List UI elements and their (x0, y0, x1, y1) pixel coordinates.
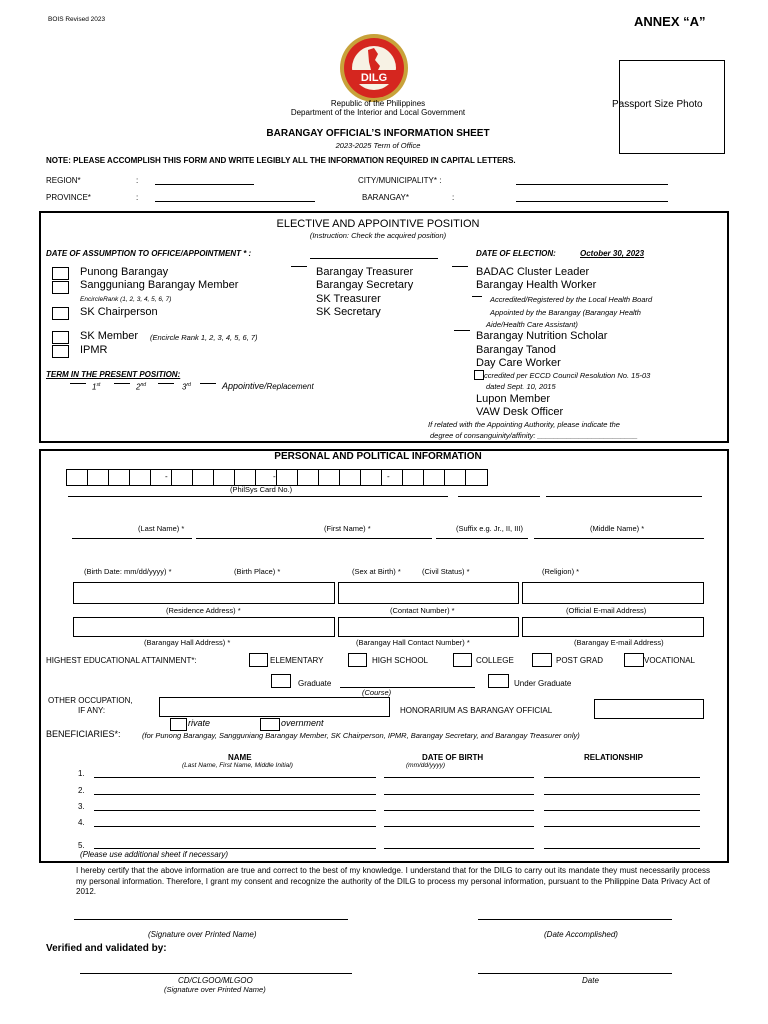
residence-field[interactable] (73, 617, 335, 637)
date-accomplished-label: (Date Accomplished) (544, 930, 618, 939)
ipmr-checkbox[interactable] (52, 345, 69, 358)
philsys-dash-2: - (273, 472, 276, 481)
province-label: PROVINCE* (46, 193, 91, 202)
sk-treasurer-label: SK Treasurer (316, 293, 381, 305)
barangay-field[interactable] (516, 201, 668, 202)
philsys-underline-2 (458, 496, 540, 497)
revision-label: BOIS Revised 2023 (48, 16, 106, 23)
verification-date-field[interactable] (478, 973, 672, 974)
honorarium-label: HONORARIUM AS BARANGAY OFFICIAL (400, 706, 553, 715)
philsys-label: (PhilSys Card No.) (230, 485, 293, 494)
under-graduate-label: Under Graduate (514, 679, 572, 688)
suffix-field[interactable] (436, 538, 528, 539)
beneficiary-2-dob[interactable] (384, 794, 534, 795)
sk-chairperson-label: SK Chairperson (80, 306, 158, 318)
beneficiary-row-number: 1. (78, 769, 85, 778)
term-2nd-check[interactable] (114, 383, 130, 384)
beneficiary-1-dob[interactable] (384, 777, 534, 778)
high-school-checkbox[interactable] (348, 653, 367, 667)
beneficiaries-label: BENEFICIARIES*: (46, 729, 121, 739)
col-dob-header: DATE OF BIRTH (422, 753, 484, 762)
health-accredited-note: Accredited/Registered by the Local Health Board (490, 295, 653, 304)
term-label: TERM IN THE PRESENT POSITION: (46, 370, 181, 379)
beneficiary-4-name[interactable] (94, 826, 376, 827)
sangguniang-label: Sangguniang Barangay Member (80, 279, 239, 291)
other-occupation-label-2: IF ANY: (78, 706, 106, 715)
vaw-label: VAW Desk Officer (476, 406, 564, 418)
additional-sheet-note: (Please use additional sheet if necessary) (80, 850, 229, 859)
college-label: COLLEGE (476, 656, 514, 665)
government-label: overnment (281, 718, 324, 728)
term-1st-check[interactable] (70, 383, 86, 384)
form-title: BARANGAY OFFICIAL’S INFORMATION SHEET (266, 128, 490, 139)
eccd-date-note: dated Sept. 10, 2015 (486, 382, 556, 391)
term-1st-label: 1st (92, 382, 101, 392)
vocational-label: VOCATIONAL (644, 656, 695, 665)
vocational-checkbox[interactable] (624, 653, 644, 667)
beneficiary-1-relationship[interactable] (544, 777, 700, 778)
position-instruction: (Instruction: Check the acquired position) (309, 231, 447, 240)
beneficiary-row-number: 5. (78, 841, 85, 850)
high-school-label: HIGH SCHOOL (372, 656, 429, 665)
health-accredited-check[interactable] (472, 296, 482, 297)
elementary-label: ELEMENTARY (270, 656, 324, 665)
nutrition-label: Barangay Nutrition Scholar (476, 330, 608, 342)
beneficiary-row-number: 4. (78, 818, 85, 827)
treasurer-label: Barangay Treasurer (316, 266, 414, 278)
province-colon: : (136, 193, 139, 202)
beneficiary-3-dob[interactable] (384, 810, 534, 811)
first-name-field[interactable] (196, 538, 432, 539)
tanod-label: Barangay Tanod (476, 344, 556, 356)
badac-check[interactable] (452, 266, 468, 267)
sk-secretary-label: SK Secretary (316, 306, 381, 318)
philsys-underline-3 (546, 496, 702, 497)
consanguinity-field[interactable]: degree of consanguinity/affinity: ________________________ (430, 431, 638, 440)
birth-date-label: (Birth Date: mm/dd/yyyy) * (84, 567, 172, 576)
punong-barangay-label: Punong Barangay (80, 266, 169, 278)
assumption-date-field[interactable] (310, 258, 438, 259)
verification-date-label: Date (582, 976, 599, 985)
email-field[interactable] (522, 617, 704, 637)
hall-contact-label: (Barangay Hall Contact Number) * (356, 638, 470, 647)
sex-civil-field[interactable] (338, 582, 519, 604)
hall-address-label: (Barangay Hall Address) * (144, 638, 231, 647)
col-relationship-header: RELATIONSHIP (584, 753, 643, 762)
assumption-label: DATE OF ASSUMPTION TO OFFICE/APPOINTMENT * : (46, 249, 252, 258)
beneficiary-row-number: 3. (78, 802, 85, 811)
annex-label: ANNEX “A” (634, 14, 706, 29)
eccd-checkbox[interactable] (474, 370, 484, 380)
verified-label: Verified and validated by: (46, 943, 167, 954)
term-3rd-label: 3rd (182, 382, 191, 392)
term-3rd-check[interactable] (158, 383, 174, 384)
religion-label: (Religion) * (542, 567, 580, 576)
middle-name-label: (Middle Name) * (590, 524, 645, 533)
other-occupation-label: OTHER OCCUPATION, (48, 696, 133, 705)
brgy-email-label: (Barangay E-mail Address) (574, 638, 664, 647)
treasurer-check[interactable] (291, 266, 307, 267)
sk-member-label: SK Member (80, 330, 139, 342)
city-field[interactable] (516, 184, 668, 185)
position-section-title: ELECTIVE AND APPOINTIVE POSITION (276, 218, 480, 230)
sk-member-note: (Encircle Rank 1, 2, 3, 4, 5, 6, 7) (150, 333, 258, 342)
philsys-underline (68, 496, 448, 497)
beneficiary-1-name[interactable] (94, 777, 376, 778)
eccd-note: ccredited per ECCD Council Resolution No. 15-03 (484, 371, 651, 380)
civil-status-label: (Civil Status) * (422, 567, 470, 576)
post-grad-checkbox[interactable] (532, 653, 552, 667)
honorarium-field[interactable] (594, 699, 704, 719)
city-label: CITY/MUNICIPALITY* : (358, 176, 442, 185)
lupon-label: Lupon Member (476, 393, 550, 405)
term-appointive-check[interactable] (200, 383, 216, 384)
contact-field[interactable] (338, 617, 519, 637)
contact-label: (Contact Number) * (390, 606, 455, 615)
last-name-label: (Last Name) * (138, 524, 185, 533)
province-field[interactable] (155, 201, 315, 202)
passport-photo-label: Passport Size Photo (612, 99, 703, 110)
signature-label: (Signature over Printed Name) (148, 930, 257, 939)
region-colon: : (136, 176, 139, 185)
election-date: October 30, 2023 (580, 249, 645, 258)
date-accomplished-field[interactable] (478, 919, 672, 920)
email-label: (Official E-mail Address) (566, 606, 647, 615)
sangguniang-checkbox[interactable] (52, 281, 69, 294)
encircle-rank-note: EncircleRank (1, 2, 3, 4, 5, 6, 7) (80, 296, 172, 303)
course-label: (Course) (362, 688, 392, 697)
other-occupation-field[interactable] (159, 697, 390, 717)
region-label: REGION* (46, 176, 81, 185)
badac-label: BADAC Cluster Leader (476, 266, 590, 278)
education-label: HIGHEST EDUCATIONAL ATTAINMENT*: (46, 656, 197, 665)
private-checkbox[interactable] (170, 718, 187, 731)
beneficiary-4-relationship[interactable] (544, 826, 700, 827)
signature-field[interactable] (74, 919, 348, 920)
last-name-field[interactable] (72, 538, 192, 539)
first-name-label: (First Name) * (324, 524, 371, 533)
beneficiary-4-dob[interactable] (384, 826, 534, 827)
related-note: If related with the Appointing Authority, please indicate the (428, 420, 620, 429)
term-appointive-label: Appointive/Replacement (222, 381, 314, 391)
logo-text: DILG (360, 72, 388, 84)
col-name-header: NAME (228, 753, 252, 762)
birth-place-label: (Birth Place) * (234, 567, 281, 576)
term-of-office: 2023-2025 Term of Office (335, 141, 421, 150)
elementary-checkbox[interactable] (249, 653, 268, 667)
philsys-dash-1: - (165, 472, 168, 481)
barangay-label: BARANGAY* (362, 193, 409, 202)
beneficiary-5-name[interactable] (94, 848, 376, 849)
barangay-colon: : (452, 193, 455, 202)
suffix-label: (Suffix e.g. Jr., II, III) (456, 524, 523, 533)
beneficiary-5-relationship[interactable] (544, 848, 700, 849)
dilg-logo (338, 32, 410, 104)
beneficiaries-note: (for Punong Barangay, Sangguniang Barangay Member, SK Chairperson, IPMR, Barangay Secretary, and Barangay Treasurer only) (142, 731, 580, 740)
graduate-label: Graduate (298, 679, 332, 688)
philsys-card-field[interactable] (66, 469, 488, 486)
government-checkbox[interactable] (260, 718, 280, 731)
beneficiary-2-name[interactable] (94, 794, 376, 795)
under-graduate-checkbox[interactable] (488, 674, 509, 688)
health-appointed-note-2: Aide/Health Care Assistant) (486, 320, 578, 329)
sex-label: (Sex at Birth) * (352, 567, 401, 576)
private-label: rivate (188, 718, 211, 728)
health-worker-label: Barangay Health Worker (476, 279, 597, 291)
middle-name-field[interactable] (534, 538, 704, 539)
sk-chairperson-checkbox[interactable] (52, 307, 69, 320)
republic-label: Republic of the Philippines (330, 99, 426, 108)
religion-field[interactable] (522, 582, 704, 604)
ipmr-label: IPMR (80, 344, 108, 356)
post-grad-label: POST GRAD (556, 656, 603, 665)
beneficiary-3-name[interactable] (94, 810, 376, 811)
residence-label: (Residence Address) * (166, 606, 241, 615)
cd-label: CD/CLGOO/MLGOO (178, 976, 253, 985)
graduate-checkbox[interactable] (271, 674, 291, 688)
college-checkbox[interactable] (453, 653, 472, 667)
course-field[interactable] (340, 687, 475, 688)
term-2nd-label: 2nd (136, 382, 147, 392)
beneficiary-row-number: 2. (78, 786, 85, 795)
secretary-label: Barangay Secretary (316, 279, 414, 291)
beneficiary-3-relationship[interactable] (544, 810, 700, 811)
certification-text: I hereby certify that the above information are true and correct to the best of my knowledge. I understand that for the DILG to carry out its mandate they must necessarily process my personal information. Therefore, I grant my consent and recognize the authority of the DILG to process my personal information, pursuant to the Philippine Data Privacy Act of 2012. (76, 866, 710, 896)
punong-barangay-checkbox[interactable] (52, 267, 69, 280)
birth-info-field[interactable] (73, 582, 335, 604)
election-label: DATE OF ELECTION: (476, 249, 556, 258)
passport-photo-box[interactable] (612, 60, 725, 154)
nutrition-check[interactable] (454, 330, 470, 331)
sk-member-checkbox[interactable] (52, 331, 69, 344)
verifier-signature-field[interactable] (80, 973, 352, 974)
personal-section-title: PERSONAL AND POLITICAL INFORMATION (274, 451, 482, 462)
col-dob-sub: (mm/dd/yyyy) (406, 762, 445, 769)
col-name-sub: (Last Name, First Name, Middle Initial) (182, 762, 293, 769)
position-section (39, 211, 729, 443)
beneficiary-2-relationship[interactable] (544, 794, 700, 795)
health-appointed-note: Appointed by the Barangay (Barangay Health (490, 308, 641, 317)
region-field[interactable] (155, 184, 254, 185)
daycare-label: Day Care Worker (476, 357, 561, 369)
verifier-signature-label: (Signature over Printed Name) (164, 985, 266, 994)
department-label: Department of the Interior and Local Government (290, 108, 466, 117)
philsys-dash-3: - (387, 472, 390, 481)
form-note: NOTE: PLEASE ACCOMPLISH THIS FORM AND WRITE LEGIBLY ALL THE INFORMATION REQUIRED IN CAPITAL LETTERS. (46, 156, 516, 165)
beneficiary-5-dob[interactable] (384, 848, 534, 849)
